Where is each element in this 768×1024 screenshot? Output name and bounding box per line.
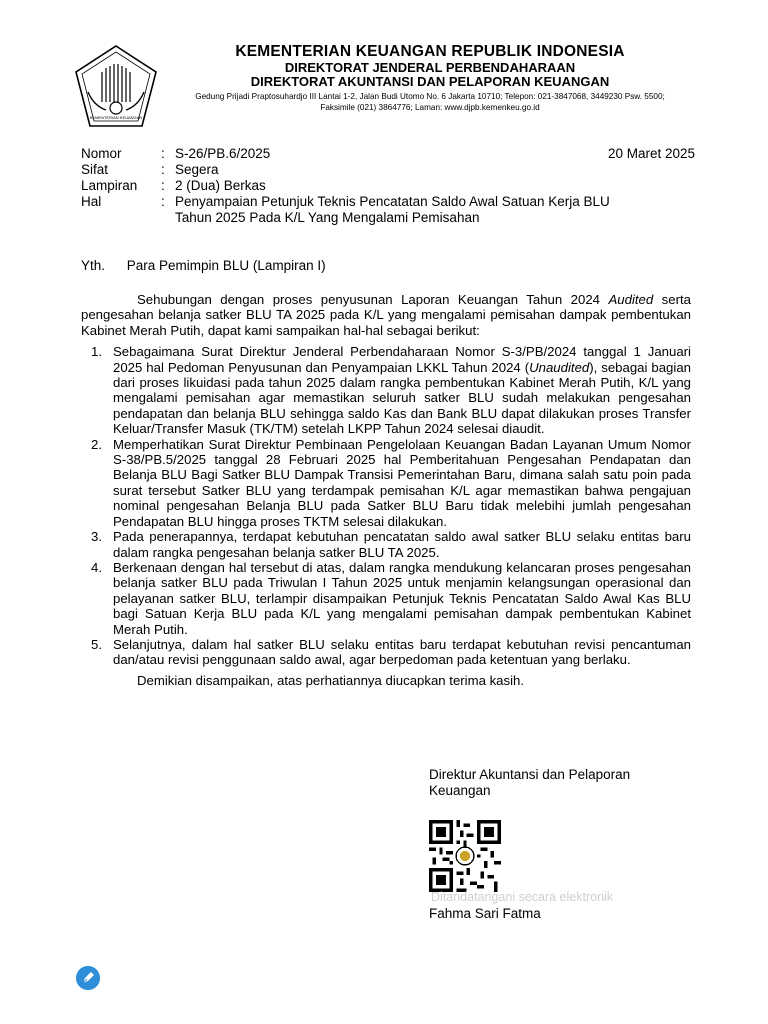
list-text: Selanjutnya, dalam hal satker BLU selaku entitas baru terdapat kebutuhan revisi pencantuman dan/atau revisi penggunaan saldo awal, agar berpedoman pada ketentuan yang berlaku. — [113, 636, 691, 668]
ministry-name: KEMENTERIAN KEUANGAN REPUBLIK INDONESIA — [235, 43, 625, 60]
edit-badge-icon[interactable] — [76, 966, 100, 990]
qr-code-icon — [429, 820, 501, 892]
meta-colon: : — [161, 162, 165, 177]
directorate-general-name: DIREKTORAT JENDERAL PERBENDAHARAAN — [284, 60, 576, 75]
recipient — [81, 258, 326, 273]
list-number: 5. — [91, 636, 102, 652]
address-line-1: Gedung Prijadi Praptosuhardjo III Lantai 1-2, Jalan Budi Utomo No. 6 Jakarta 10710; Telepon: 021-3847068, 3449230 Psw. 5500; — [195, 92, 665, 101]
signatory-name: Fahma Sari Fatma — [429, 906, 541, 921]
meta-label: Lampiran — [81, 178, 138, 193]
points-list — [81, 344, 691, 668]
list-item — [81, 437, 691, 529]
list-text: Pada penerapannya, terdapat kebutuhan pencatatan saldo awal satker BLU selaku entitas baru dalam rangka pengesahan belanja satker BLU TA 2025. — [113, 529, 691, 560]
signatory-title-line2: Keuangan — [429, 783, 491, 798]
letterhead — [166, 42, 694, 113]
signatory-title-line1: Direktur Akuntansi dan Pelaporan — [429, 767, 631, 782]
meta-colon: : — [161, 146, 165, 161]
letter-date: 20 Maret 2025 — [607, 146, 695, 161]
list-item — [81, 560, 691, 637]
logo-text: KEMENTERIAN KEUANGAN — [89, 115, 143, 120]
meta-row-nomor — [81, 146, 695, 162]
meta-value-subject: Penyampaian Petunjuk Teknis Pencatatan Saldo Awal Satuan Kerja BLU Tahun 2025 Pada K/L Yang Mengalami Pemisahan — [175, 194, 610, 225]
electronic-signature-note: Ditandatangani secara elektronik — [431, 890, 614, 904]
list-text-italic: Unaudited — [529, 359, 590, 375]
directorate-name: DIREKTORAT AKUNTANSI DAN PELAPORAN KEUANGAN — [250, 74, 610, 89]
letter-body — [81, 292, 691, 688]
meta-row-hal — [81, 194, 695, 226]
intro-italic: Audited — [608, 292, 654, 307]
list-text: Sebagaimana Surat Direktur Jenderal Perbendaharaan Nomor S-3/PB/2024 tanggal 1 Januari 2025 hal Pedoman Penyusunan dan Penyampaian LKKL Tahun 2024 ( — [113, 344, 691, 375]
list-text-rest: ), sebagai bagian dari proses likuidasi pada tahun 2025 dalam rangka pembentukan Kabinet Merah Putih, K/L yang mengalami pemisahan agar memastikan seluruh satker BLU sudah melakukan pengesahan pendapatan dan belanja BLU sehingga saldo Kas dan Bank BLU dapat dilakukan proses Transfer Keluar/Transfer Masuk (TK/TM) setelah LKPP Tahun 2024 selesai diaudit. — [113, 359, 691, 437]
meta-value: Segera — [175, 162, 219, 177]
meta-label: Nomor — [81, 146, 122, 161]
meta-row-sifat — [81, 162, 695, 178]
list-text: Berkenaan dengan hal tersebut di atas, dalam rangka mendukung kelancaran proses pengesahan belanja satker BLU pada Triwulan I Tahun 2025 untuk menjamin kelangsungan operasional dan pelayanan satker BLU, terlampir disampaikan Petunjuk Teknis Pencatatan Saldo Awal Kas BLU bagi Satuan Kerja BLU pada K/L yang mengalami pemisahan dampak pembentukan Kabinet Merah Putih. — [113, 559, 691, 637]
list-item — [81, 637, 691, 668]
recipient-salutation: Yth. — [81, 258, 106, 273]
meta-value: 2 (Dua) Berkas — [175, 178, 266, 193]
meta-value: S-26/PB.6/2025 — [175, 146, 271, 161]
list-text: Memperhatikan Surat Direktur Pembinaan Pengelolaan Keuangan Badan Layanan Umum Nomor S-38/PB.5/2025 tanggal 28 Februari 2025 hal Pemberitahuan Pengesahan Pendapatan dan Belanja BLU Bagi Satker BLU Dampak Transisi Pemerintahan Baru, dimana salah satu poin pada surat tersebut Satker BLU yang terdampak pemisahan K/L agar memastikan bahwa pengajuan nominal pengesahan Belanja BLU pada Satker BLU Baru tidak melebihi jumlah pengesahan Pendapatan BLU hingga proses TKTM selesai dilakukan. — [113, 436, 691, 529]
meta-label: Sifat — [81, 162, 109, 177]
recipient-name: Para Pemimpin BLU (Lampiran I) — [126, 258, 326, 273]
list-number: 1. — [91, 344, 102, 360]
list-item — [81, 529, 691, 560]
meta-colon: : — [161, 194, 165, 209]
meta-colon: : — [161, 178, 165, 193]
intro-text: Sehubungan dengan proses penyusunan Laporan Keuangan Tahun 2024 — [137, 292, 609, 307]
list-item — [81, 344, 691, 436]
meta-label: Hal — [81, 194, 102, 209]
list-number: 4. — [91, 559, 102, 575]
list-number: 3. — [91, 529, 102, 545]
signatory-title — [429, 767, 689, 799]
intro-text-rest: serta pengesahan belanja satker BLU TA 2025 pada K/L yang mengalami pemisahan dampak pembentukan Kabinet Merah Putih, dapat kami sampaikan hal-hal sebagai berikut: — [81, 292, 691, 338]
address-line-2: Faksimile (021) 3864776; Laman: www.djpb.kemenkeu.go.id — [320, 103, 540, 112]
meta-row-lampiran — [81, 178, 695, 194]
intro-paragraph — [81, 292, 691, 338]
ministry-logo-icon — [72, 44, 160, 132]
list-number: 2. — [91, 436, 102, 452]
letter-meta — [81, 146, 695, 226]
closing-paragraph: Demikian disampaikan, atas perhatiannya diucapkan terima kasih. — [137, 672, 525, 688]
